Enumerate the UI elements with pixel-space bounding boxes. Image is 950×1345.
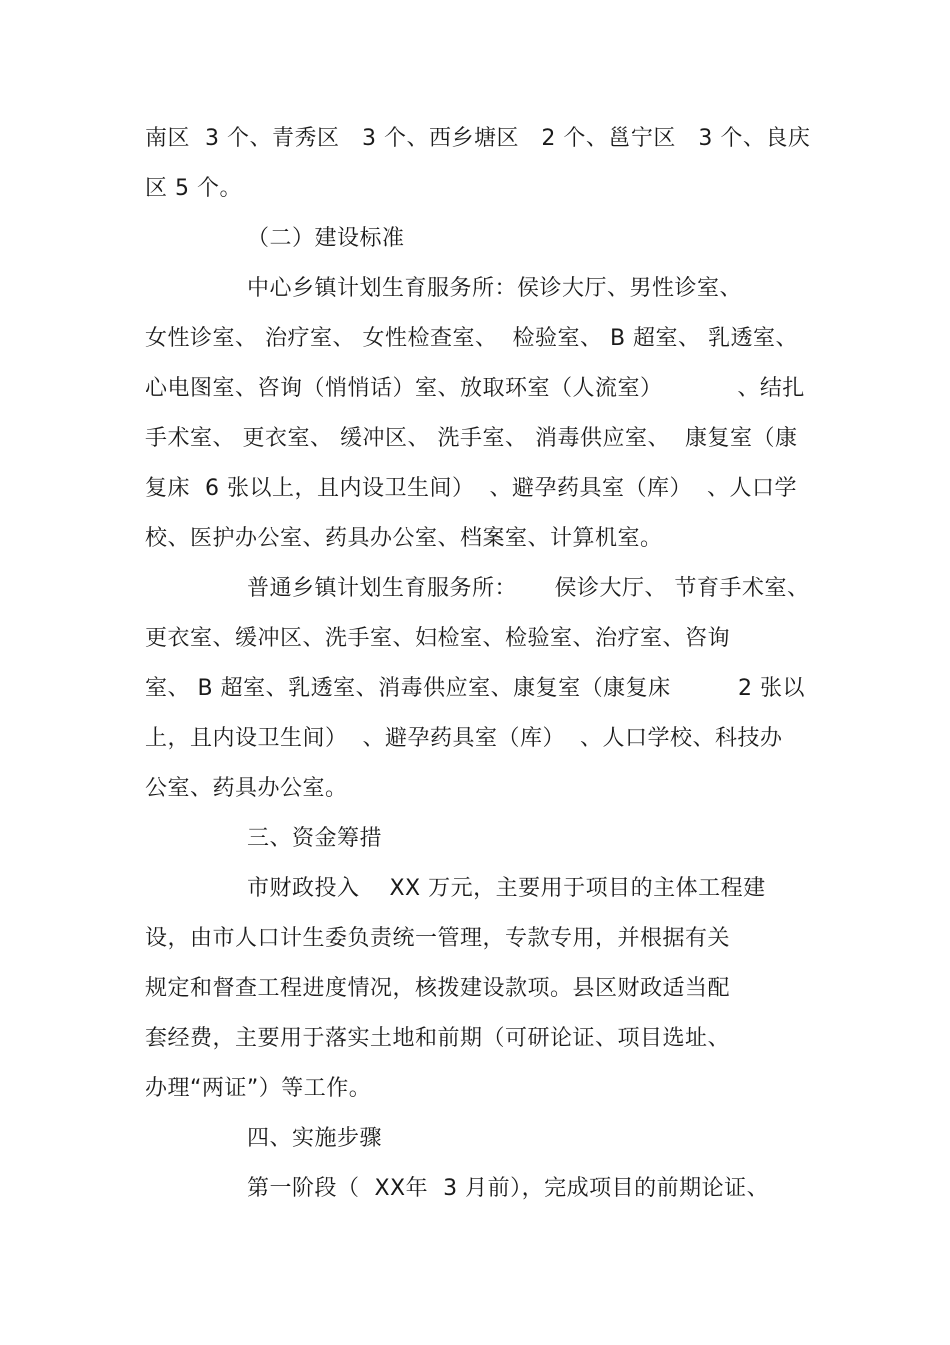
paragraph-line: 办理“两证”）等工作。 <box>145 1076 372 1101</box>
paragraph-line: 上，且内设卫生间） 、避孕药具室（库） 、人口学校、科技办 <box>145 726 783 751</box>
paragraph-line: 区 5 个。 <box>145 176 242 201</box>
paragraph-line: 公室、药具办公室。 <box>145 776 348 801</box>
paragraph-line: 规定和督查工程进度情况，核拨建设款项。县区财政适当配 <box>145 976 731 1001</box>
section-heading: 三、资金筹措 <box>247 826 383 851</box>
paragraph-line: 女性诊室、 治疗室、 女性检查室、 检验室、 B 超室、 乳透室、 <box>145 326 799 351</box>
paragraph-line: 更衣室、缓冲区、洗手室、妇检室、检验室、治疗室、咨询 <box>145 626 731 651</box>
paragraph-line: 第一阶段（ XX年 3 月前），完成项目的前期论证、 <box>247 1176 770 1201</box>
paragraph-line: 复床 6 张以上，且内设卫生间） 、避孕药具室（库） 、人口学 <box>145 476 797 501</box>
paragraph-line: 心电图室、咨询（悄悄话）室、放取环室（人流室） 、结扎 <box>145 376 805 401</box>
paragraph-line: 市财政投入 XX 万元，主要用于项目的主体工程建 <box>247 876 766 901</box>
paragraph-line: 中心乡镇计划生育服务所：侯诊大厅、男性诊室、 <box>247 276 743 301</box>
paragraph-line: 手术室、 更衣室、 缓冲区、 洗手室、 消毒供应室、 康复室（康 <box>145 426 798 451</box>
paragraph-line: 南区 3 个、青秀区 3 个、西乡塘区 2 个、邕宁区 3 个、良庆 <box>145 126 811 151</box>
paragraph-line: 设，由市人口计生委负责统一管理，专款专用，并根据有关 <box>145 926 731 951</box>
section-heading: （二）建设标准 <box>247 226 405 251</box>
section-heading: 四、实施步骤 <box>247 1126 383 1151</box>
paragraph-line: 套经费，主要用于落实土地和前期（可研论证、项目选址、 <box>145 1026 731 1051</box>
paragraph-line: 室、 B 超室、乳透室、消毒供应室、康复室（康复床 2 张以 <box>145 676 806 701</box>
paragraph-line: 校、医护办公室、药具办公室、档案室、计算机室。 <box>145 526 663 551</box>
paragraph-line: 普通乡镇计划生育服务所： 侯诊大厅、 节育手术室、 <box>247 576 810 601</box>
